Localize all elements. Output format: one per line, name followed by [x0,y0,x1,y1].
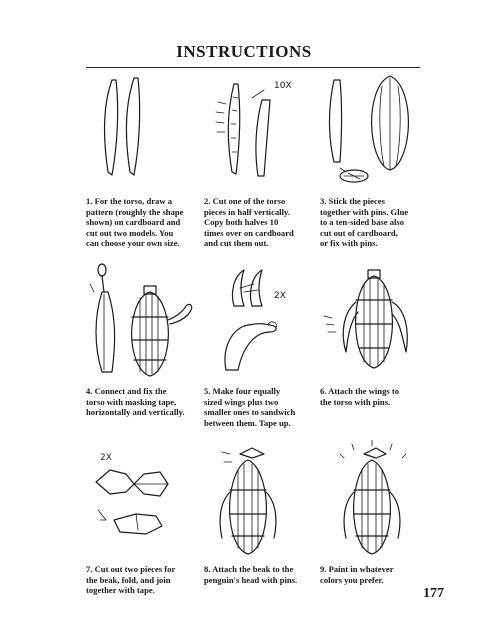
step-3-caption: 3. Stick the pieces together with pins. Glue to a ten-sided base also cut out of cardboard, or fix with pins. [320,196,409,249]
step-5-count-label: 2X [274,291,286,301]
step-7-caption: 7. Cut out two pieces for the beak, fold, and join together with tape. [86,564,176,596]
step-2 [204,72,322,249]
step-1 [86,72,204,249]
step-7 [86,440,204,596]
step-9 [320,440,438,585]
painted-penguin-illustration [320,440,438,560]
title-rule [86,67,420,68]
step-8-caption: 8. Attach the beak to the penguin's head with pins. [204,564,298,585]
step-6 [320,262,438,407]
step-1-caption: 1. For the torso, draw a pattern (roughly the shape shown) on cardboard and cut out two models. You can choose your own size. [86,196,184,249]
step-2-caption: 2. Cut one of the torso pieces in half vertically. Copy both halves 10 times over on cardboard and cut them out. [204,196,294,249]
wings-illustration [204,262,322,382]
page-title: INSTRUCTIONS [176,42,312,61]
step-3 [320,72,438,249]
step-7-count-label: 2X [100,453,112,463]
step-4 [86,262,204,418]
cut-half-illustration [204,72,322,192]
attach-wings-illustration [320,262,438,382]
step-4-caption: 4. Connect and fix the torso with masking tape, horizontally and vertically. [86,386,185,418]
step-5-caption: 5. Make four equally sized wings plus two smaller ones to sandwich between them. Tape up. [204,386,296,428]
beak-illustration [86,440,204,560]
step-6-caption: 6. Attach the wings to the torso with pins. [320,386,400,407]
attach-beak-illustration [204,440,322,560]
step-9-caption: 9. Paint in whatever colors you prefer. [320,564,394,585]
step-5 [204,262,322,428]
assemble-torso-illustration [320,72,438,192]
page-number: 177 [423,586,444,601]
masking-tape-illustration [86,262,204,382]
step-2-count-label: 10X [274,81,292,91]
torso-pattern-illustration [86,72,204,192]
step-8 [204,440,322,585]
